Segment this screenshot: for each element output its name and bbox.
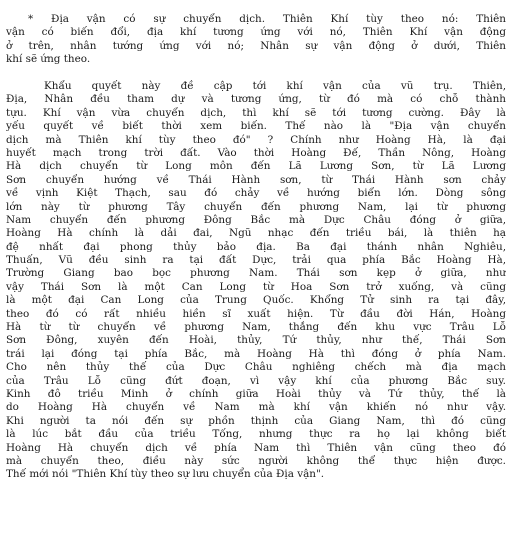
paragraph-line: do Hoàng Hà chuyển về Nam mà khí vận khiến nó như vậy.	[6, 401, 506, 414]
paragraph-line: Hoàng Hà chuyển dịch về phía Nam thì Thiên vận cũng theo đó	[6, 441, 506, 454]
paragraph-line: là một đại Can Long của Trung Quốc. Khổng Tử sinh ra tại đây,	[6, 294, 506, 307]
paragraph-line: Kinh đô triều Minh ở chính giữa Hoài thủy và Tứ thủy, thế là	[6, 387, 506, 400]
paragraph-line: Thuấn, Vũ đều sinh ra tại đất Dực, trải qua phía Bắc Hoàng Hà,	[6, 254, 506, 267]
paragraph-line: dịch mà Thiên khí tùy theo đó" ? Chính như Hoàng Hà, là đại	[6, 133, 506, 146]
paragraph-line: đệ nhất đại phong thủy bảo địa. Ba đại thánh nhân Nghiêu,	[6, 240, 506, 253]
paragraph-line: về vịnh Kiệt Thạch, sau đó chảy về hướng biển lớn. Dòng sông	[6, 187, 506, 200]
paragraph-line: Sơn chuyển hướng về Thái Hành sơn, từ Thái Hành sơn chảy	[6, 173, 506, 186]
paragraph-line: mà chuyển theo, điều này sức người không thể thực hiện được.	[6, 454, 506, 467]
paragraph-line: Nam chuyển đến phương Đông Bắc mà Dực Châu đóng ở giữa,	[6, 213, 506, 226]
paragraph-line: Sơn Đông, xuyên đến Hoài, thủy, Tứ thủy, như thế, Thái Sơn	[6, 334, 506, 347]
note-line: vận có biến đổi, địa khí tương ứng với nó, Thiên Khí vận động	[6, 26, 506, 39]
paragraph-line: vậy Thái Sơn là một Can Long từ Hoa Sơn trở xuống, và cũng	[6, 280, 506, 293]
footnote-block	[6, 13, 506, 67]
note-line: khí sẽ ứng theo.	[6, 53, 91, 66]
paragraph-line: trái lại đóng tại phía Bắc, mà Hoàng Hà thì đóng ở phía Nam.	[6, 347, 506, 360]
paragraph-line: Thế mới nói "Thiên Khí tùy theo sự lưu chuyển của Địa vận".	[6, 468, 325, 481]
paragraph-line: Khi người ta nói đến sự phồn thịnh của Giang Nam, thì đó cũng	[6, 414, 506, 427]
paragraph-line: Hà từ từ chuyển về phương Nam, thẳng đến khu vực Trâu Lỗ	[6, 321, 506, 334]
paragraph-line: Khẩu quyết này đề cập tới khí vận của vũ trụ. Thiên,	[44, 80, 506, 92]
paragraph-line: Cho nên thủy thế của Dực Châu nghiêng chếch mà địa mạch	[6, 361, 506, 374]
paragraph-line: Địa, Nhân đều tham dự và tương ứng, từ đó mà có chỗ thành	[6, 93, 506, 106]
note-line: * Địa vận có sự chuyển dịch. Thiên Khí tùy theo nó: Thiên	[28, 13, 506, 25]
body-paragraph	[6, 80, 506, 482]
paragraph-line: của Trâu Lỗ cũng đứt đoạn, vì vậy khí của phương Bắc suy.	[6, 374, 506, 387]
paragraph-line: yếu quyết về biết thời xem biến. Thế nào là "Địa vận chuyển	[6, 120, 506, 133]
paragraph-line: tựu. Khí vận vừa chuyển dịch, thì khí sẽ tới tương cường. Đây là	[6, 106, 506, 119]
paragraph-line: là lúc bắt đầu của triều Tống, nhưng thực ra họ lại không biết	[6, 428, 506, 441]
paragraph-line: theo đó có rất nhiều hiền sĩ xuất hiện. Từ đầu đời Hán, Hoàng	[6, 307, 506, 320]
note-line: ở trên, nhân tướng ứng với nó; Nhân sự vận động ở dưới, Thiên	[6, 39, 506, 52]
paragraph-line: Hoàng Hà chính là dải đai, Ngũ nhạc đến triều bái, là thiên hạ	[6, 227, 506, 240]
paragraph-line: lớn này từ phương Tây chuyển đến phương Nam, lại từ phương	[6, 200, 506, 213]
paragraph-line: Trường Giang bao bọc phương Nam. Thái sơn kẹp ở giữa, như	[6, 267, 506, 280]
paragraph-line: Hà dịch chuyển từ Long môn đến Lã Lương Sơn, từ Lã Lương	[6, 160, 506, 173]
paragraph-line: huyết mạch trong trời đất. Vào thời Hoàng Đế, Thần Nông, Hoàng	[6, 146, 506, 159]
